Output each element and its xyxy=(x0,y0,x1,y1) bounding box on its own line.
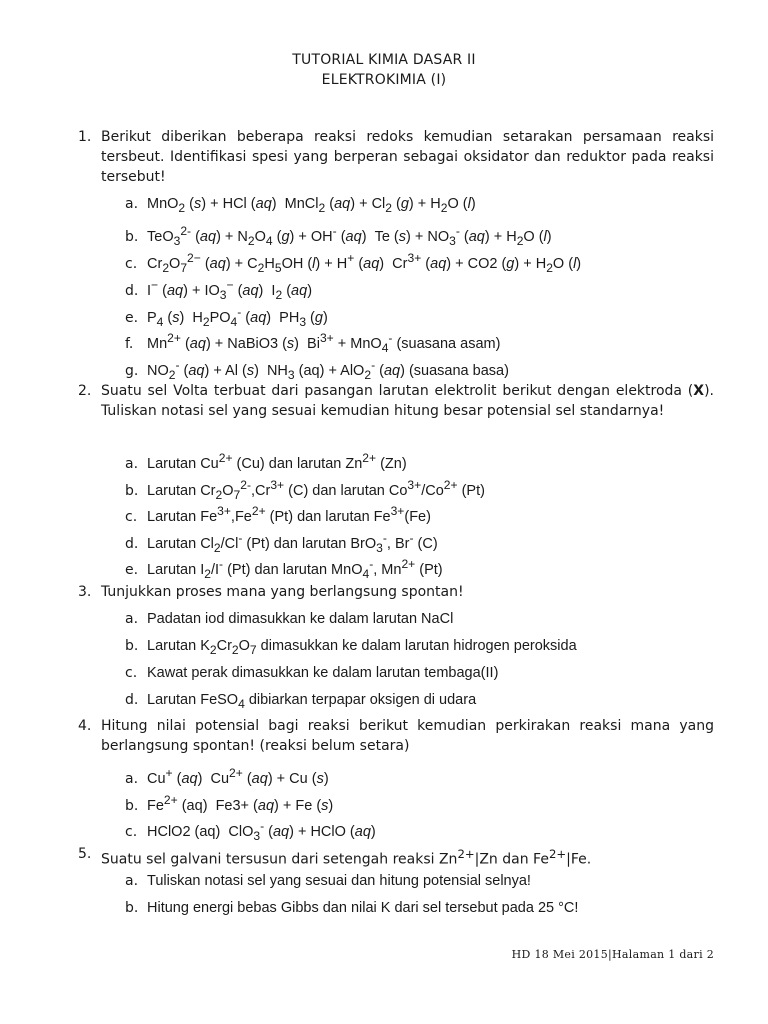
question-text: Berikut diberikan beberapa reaksi redoks kemudian setarakan persamaan reaksi tersbeut. Identifikasi spesi yang berperan sebagai oksidator dan reduktor pada reaksi tersebut! xyxy=(101,129,714,185)
item-letter: g. xyxy=(125,362,139,379)
question-text: Suatu sel galvani tersusun dari setengah reaksi $Zn^{2+}|Zn$ dan $Fe^{2+}|Fe$. xyxy=(101,847,592,868)
question-3 xyxy=(78,582,714,602)
item-letter: c. xyxy=(125,823,138,840)
item-text: Larutan $Cu^{2+}$ (Cu) dan larutan $Zn^{2+}$ (Zn) xyxy=(147,451,407,472)
question-number: 3. xyxy=(78,584,92,600)
document-subtitle: ELEKTROKIMIA (I) xyxy=(321,72,447,88)
question-text: Suatu sel Volta terbuat dari pasangan larutan elektrolit berikut dengan elektroda (X). Tuliskan notasi sel yang sesuai kemudian hitung besar potensial sel standarnya! xyxy=(101,383,714,419)
item-letter: a. xyxy=(125,611,139,627)
list-item xyxy=(125,663,725,683)
item-letter: d. xyxy=(125,282,139,299)
item-letter: b. xyxy=(125,900,139,916)
document-title: TUTORIAL KIMIA DASAR II xyxy=(292,52,476,68)
item-letter: a. xyxy=(125,455,139,472)
question-text: Hitung nilai potensial bagi reaksi berikut kemudian perkirakan reaksi mana yang berlangsung spontan! (reaksi belum setara) xyxy=(101,718,714,754)
item-letter: e. xyxy=(125,561,139,578)
list-item xyxy=(125,221,725,251)
page-footer: HD 18 Mei 2015|Halaman 1 dari 2 xyxy=(511,948,714,961)
item-text: $NO_2^-$ (aq) + Al (s) $NH_3$ (aq) + AlO$_2$- (aq) (suasana basa) xyxy=(147,358,509,382)
list-item xyxy=(125,790,725,816)
list-item xyxy=(125,816,725,846)
list-item xyxy=(125,194,725,218)
item-letter: f. xyxy=(125,335,134,352)
item-text: I− $(aq) + IO_3^-$ (aq) $I_2$ (aq) xyxy=(147,278,313,302)
item-text: Larutan $Cl_2/Cl^-$ (Pt) dan larutan BrO$_3$-, Br- (C) xyxy=(147,531,438,555)
list-item xyxy=(125,554,725,584)
item-text: $Cr_2O_7^{2-}$ $(aq) + C_2H_5OH$ (l) + H+ (aq) $Cr^{3+}$ (aq) + CO2 $(g) + H_2O$ (l) xyxy=(147,251,582,275)
item-text: $P_4$ (s) $H_2PO_4^-$ (aq) $PH_3$ (g) xyxy=(147,305,328,329)
item-letter: d. xyxy=(125,692,139,708)
item-letter: e. xyxy=(125,309,139,326)
item-text: Larutan $Cr_2O_7^{2-},Cr^{3+}$ (C) dan larutan $Co^{3+}/Co^{2+}$ (Pt) xyxy=(147,478,485,502)
list-item xyxy=(125,501,725,527)
item-letter: b. xyxy=(125,482,139,499)
item-letter: b. xyxy=(125,228,139,245)
list-item xyxy=(125,871,725,891)
item-text: TeO$_3^{2-}$ $(aq) + N_2O_4$ (g) + OH- (aq) Te $(s) + NO_3^-$ $(aq) + H_2O$ (l) xyxy=(147,224,552,248)
item-text: Larutan FeSO$_4$ dibiarkan terpapar oksigen di udara xyxy=(147,692,477,711)
list-item xyxy=(125,609,725,629)
list-item xyxy=(125,690,725,714)
question-number: 5. xyxy=(78,846,92,862)
question-number: 2. xyxy=(78,383,92,399)
item-text: Larutan $Fe^{3+},Fe^{2+}$ (Pt) dan larutan $Fe^{3+}(Fe)$ xyxy=(147,504,431,525)
item-letter: a. xyxy=(125,196,139,212)
list-item xyxy=(125,448,725,474)
question-4 xyxy=(78,716,714,756)
item-letter: c. xyxy=(125,508,138,525)
item-text: Larutan $K_2Cr_2O_7$ dimasukkan ke dalam larutan hidrogen peroksida xyxy=(147,638,577,657)
item-letter: a. xyxy=(125,873,139,889)
item-text: $Fe^{2+}$ (aq) Fe3+ (aq) + Fe (s) xyxy=(147,793,334,814)
item-text: Kawat perak dimasukkan ke dalam larutan tembaga(II) xyxy=(147,665,499,681)
item-text: Hitung energi bebas Gibbs dan nilai K dari sel tersebut pada 25 °C! xyxy=(147,900,579,916)
list-item xyxy=(125,248,725,278)
item-letter: c. xyxy=(125,255,138,272)
item-text: Padatan iod dimasukkan ke dalam larutan NaCl xyxy=(147,611,454,627)
item-text: Cu+ (aq) $Cu^{2+}$ (aq) + Cu (s) xyxy=(147,766,329,787)
list-item xyxy=(125,636,725,660)
item-letter: a. xyxy=(125,770,139,787)
item-letter: d. xyxy=(125,535,139,552)
item-text: MnO$_2$ (s) + HCl (aq) MnCl$_2$ $(aq) + Cl_2$ $(g) + H_2O$ (l) xyxy=(147,196,476,215)
item-text: $Mn^{2+}$ (aq) + NaBiO3 (s) $Bi^{3+} + MnO_4^-$ (suasana asam) xyxy=(147,331,501,355)
question-1 xyxy=(78,127,714,187)
item-text: Tuliskan notasi sel yang sesuai dan hitung potensial selnya! xyxy=(147,873,531,889)
question-text: Tunjukkan proses mana yang berlangsung spontan! xyxy=(101,584,464,600)
list-item xyxy=(125,275,725,305)
question-5 xyxy=(78,844,714,870)
question-number: 1. xyxy=(78,129,92,145)
item-letter: b. xyxy=(125,797,139,814)
list-item xyxy=(125,328,725,358)
list-item xyxy=(125,763,725,789)
item-text: HClO2 (aq) ClO$_3$- (aq) + HClO (aq) xyxy=(147,819,376,843)
list-item xyxy=(125,898,725,918)
question-number: 4. xyxy=(78,718,92,734)
question-2 xyxy=(78,381,714,421)
item-text: Larutan $I_2/I^-$ (Pt) dan larutan MnO$_4$-, $Mn^{2+}$ (Pt) xyxy=(147,557,443,581)
item-letter: b. xyxy=(125,638,139,654)
item-letter: c. xyxy=(125,665,138,681)
